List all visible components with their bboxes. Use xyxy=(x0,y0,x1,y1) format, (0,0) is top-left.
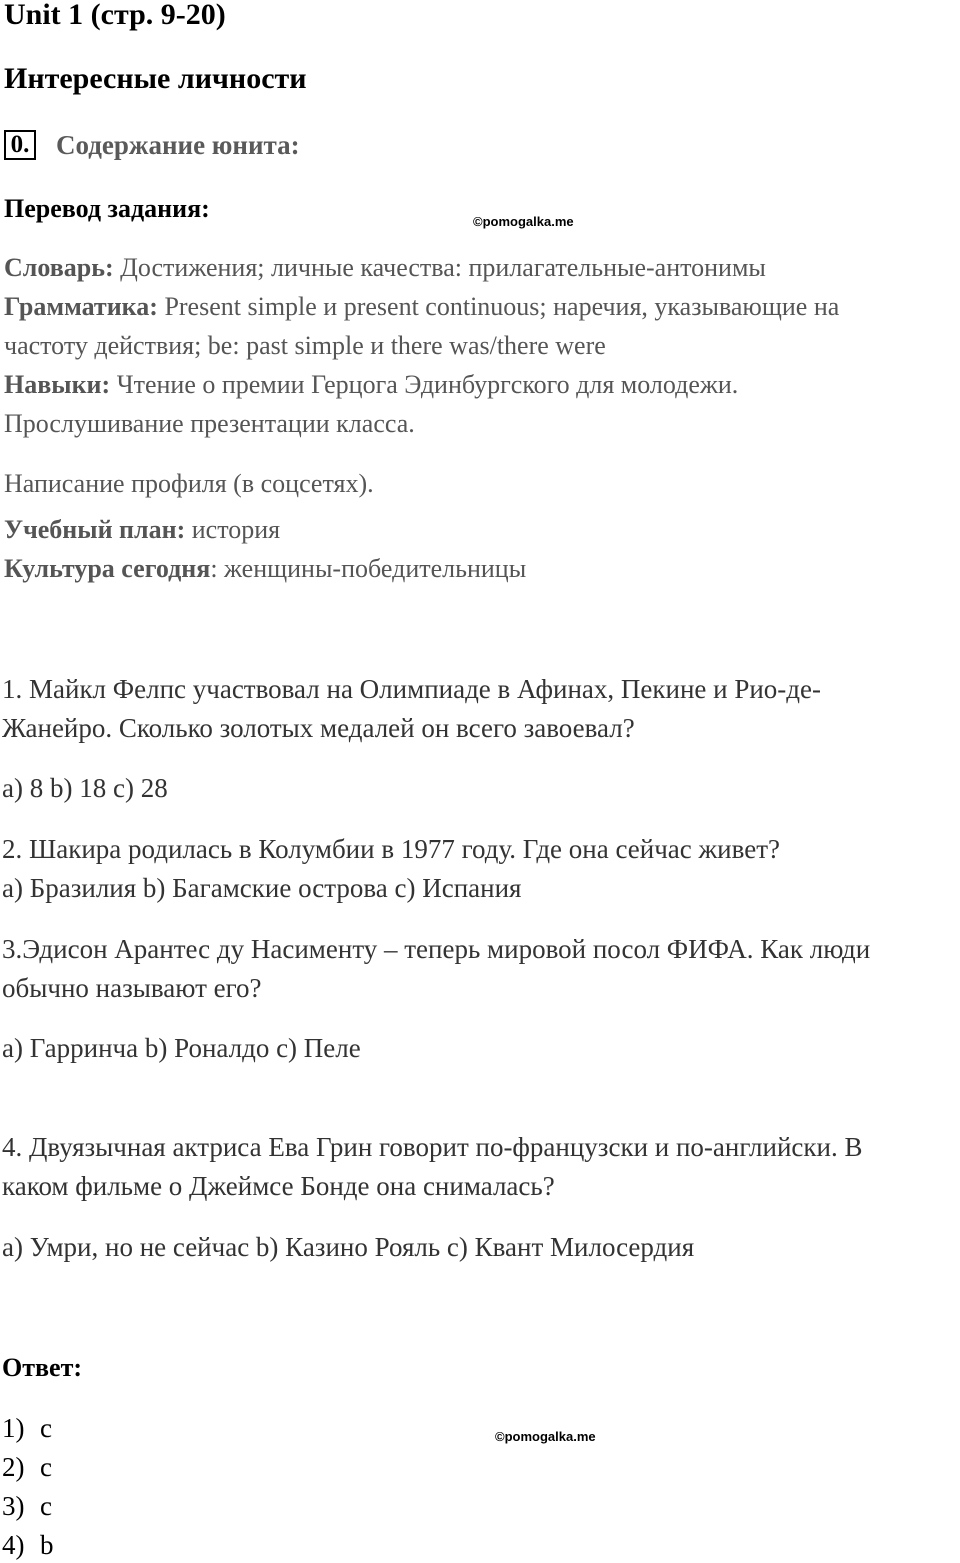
grammar-line xyxy=(4,292,839,322)
grammar-text: Present simple и present continuous; наречия, указывающие на xyxy=(157,292,840,321)
question-4-line-2: каком фильме о Джеймсе Бонде она снималась? xyxy=(2,1171,555,1201)
question-3-options: a) Гарринча b) Роналдо c) Пеле xyxy=(2,1033,361,1063)
grammar-line-2: частоту действия; be: past simple и there was/there were xyxy=(4,331,606,360)
unit-title: Unit 1 (стр. 9-20) xyxy=(4,0,226,31)
question-1-line-2: Жанейро. Сколько золотых медалей он всего завоевал? xyxy=(2,713,635,743)
answer-val: c xyxy=(40,1491,52,1521)
answer-val: b xyxy=(40,1530,54,1560)
watermark-2: ©pomogalka.me xyxy=(495,1429,596,1444)
question-4-options: a) Умри, но не сейчас b) Казино Рояль c) Квант Милосердия xyxy=(2,1232,695,1262)
section-title: Содержание юнита: xyxy=(56,130,300,160)
skills-line-2: Прослушивание презентации класса. xyxy=(4,409,415,438)
question-2-options: a) Бразилия b) Багамские острова c) Испания xyxy=(2,873,522,903)
skills-line xyxy=(4,370,738,400)
answer-num: 4) xyxy=(2,1530,25,1560)
task-heading: Перевод задания: xyxy=(4,194,210,223)
answer-num: 2) xyxy=(2,1452,25,1482)
answer-val: c xyxy=(40,1452,52,1482)
answer-item xyxy=(2,1413,52,1444)
question-4-line-1: 4. Двуязычная актриса Ева Грин говорит по-французски и по-английски. В xyxy=(2,1132,863,1162)
answer-item xyxy=(2,1530,54,1561)
curriculum-text: история xyxy=(185,515,281,544)
writing-line: Написание профиля (в соцсетях). xyxy=(4,469,374,498)
vocab-line xyxy=(4,253,766,283)
answer-num: 3) xyxy=(2,1491,25,1521)
skills-label: Навыки: xyxy=(4,370,111,399)
section-number-box: 0. xyxy=(4,130,36,160)
answer-item xyxy=(2,1452,52,1483)
skills-text: Чтение о премии Герцога Эдинбургского для молодежи. xyxy=(110,370,739,399)
culture-label: Культура сегодня xyxy=(4,554,211,583)
question-3-line-1: 3.Эдисон Арантес ду Насименту – теперь мировой посол ФИФА. Как люди xyxy=(2,934,871,964)
answer-num: 1) xyxy=(2,1413,25,1443)
answer-heading: Ответ: xyxy=(2,1353,83,1382)
grammar-label: Грамматика: xyxy=(4,292,158,321)
culture-text: : женщины-победительницы xyxy=(210,554,527,583)
page-subtitle: Интересные личности xyxy=(4,62,307,95)
curriculum-line xyxy=(4,515,280,545)
answer-item xyxy=(2,1491,52,1522)
vocab-text: Достижения; личные качества: прилагательные-антонимы xyxy=(113,253,766,282)
question-1-options: a) 8 b) 18 c) 28 xyxy=(2,773,168,803)
question-3-line-2: обычно называют его? xyxy=(2,973,262,1003)
answer-val: c xyxy=(40,1413,52,1443)
question-2-line-1: 2. Шакира родилась в Колумбии в 1977 году. Где она сейчас живет? xyxy=(2,834,780,864)
watermark: ©pomogalka.me xyxy=(473,214,574,229)
vocab-label: Словарь: xyxy=(4,253,114,282)
question-1-line-1: 1. Майкл Фелпс участвовал на Олимпиаде в Афинах, Пекине и Рио-де- xyxy=(2,674,821,704)
culture-line xyxy=(4,554,526,584)
curriculum-label: Учебный план: xyxy=(4,515,186,544)
